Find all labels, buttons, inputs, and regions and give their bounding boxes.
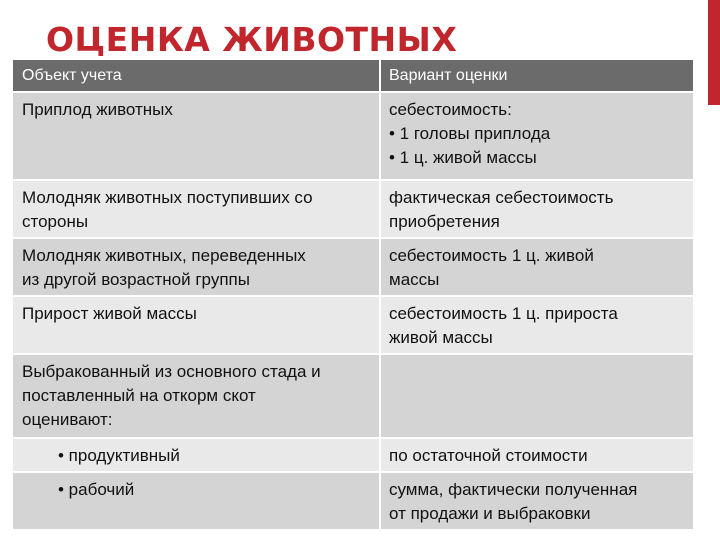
row-valuation: себестоимость 1 ц. прироста живой массы	[379, 297, 693, 353]
slide-title: ОЦЕНКА ЖИВОТНЫХ	[46, 20, 458, 59]
row-object: Молодняк животных поступивших со стороны	[13, 181, 379, 237]
row-object: Молодняк животных, переведенных из другой возрастной группы	[13, 239, 379, 295]
header-object: Объект учета	[13, 60, 379, 91]
row-object: Приплод животных	[13, 93, 379, 179]
header-valuation: Вариант оценки	[379, 60, 693, 91]
row-object: • рабочий	[13, 473, 379, 529]
row-valuation: сумма, фактически полученная от продажи и выбраковки	[379, 473, 693, 529]
row-object: Выбракованный из основного стада и поставленный на откорм скот оценивают:	[13, 355, 379, 437]
row-valuation: себестоимость: • 1 головы приплода • 1 ц. живой массы	[379, 93, 693, 179]
row-object: Прирост живой массы	[13, 297, 379, 353]
accent-bar	[708, 0, 720, 105]
row-object: • продуктивный	[13, 439, 379, 471]
row-valuation-empty	[379, 355, 693, 437]
row-valuation: фактическая себестоимость приобретения	[379, 181, 693, 237]
row-valuation: себестоимость 1 ц. живой массы	[379, 239, 693, 295]
valuation-table	[13, 60, 693, 529]
row-valuation: по остаточной стоимости	[379, 439, 693, 471]
